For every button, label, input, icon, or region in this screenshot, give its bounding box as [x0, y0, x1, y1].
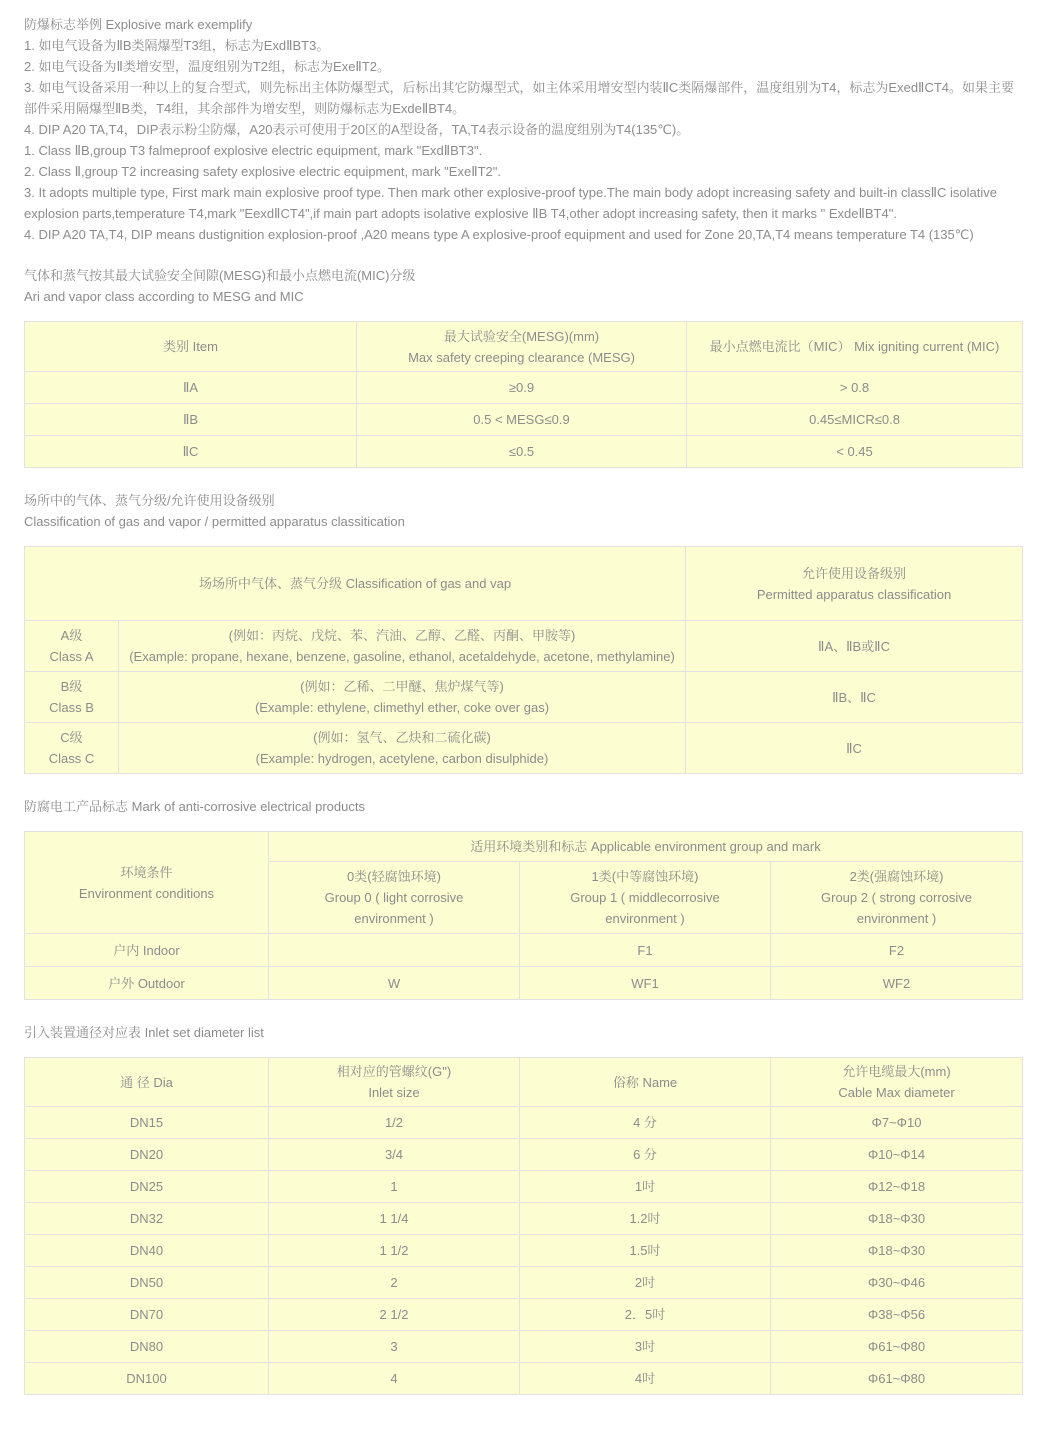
- explosive-mark-title: 防爆标志举例 Explosive mark exemplify: [24, 17, 253, 32]
- text-line: 1. 如电气设备为ⅡB类隔爆型T3组，标志为ExdⅡBT3。: [24, 38, 330, 53]
- classification-table-body: [25, 621, 1023, 774]
- text-line: 3. It adopts multiple type, First mark main explosive proof type. Then mark other explosive-proof type.The main body adopt increasing safety and built-in classⅡC isolative explosion parts,temperature T4,mark "EexdⅡCT4",if main part adopts isolative explosive ⅡB T4,other adopt increasing safety, then it marks " ExdeⅡBT4".: [24, 185, 997, 221]
- table-cell: 1.2吋: [520, 1203, 771, 1235]
- table-cell: < 0.45: [687, 436, 1023, 468]
- table-row: [25, 404, 1023, 436]
- table-row: [25, 934, 1023, 967]
- table-cell: ⅡC: [25, 436, 357, 468]
- table-row: [25, 723, 1023, 774]
- classification-heading-zh: 场所中的气体、蒸气分级/允许使用设备级别: [24, 493, 275, 508]
- table-cell: 0.45≤MICR≤0.8: [687, 404, 1023, 436]
- table-cell: 1/2: [269, 1107, 520, 1139]
- text-line: 2. Class Ⅱ,group T2 increasing safety explosive electric equipment, mark "ExeⅡT2".: [24, 164, 501, 179]
- table-cell: 2．5吋: [520, 1299, 771, 1331]
- table-row: [25, 1299, 1023, 1331]
- table-row: [25, 1139, 1023, 1171]
- table-cell: DN20: [25, 1139, 269, 1171]
- table-cell: A级 Class A: [25, 621, 119, 672]
- corrosive-section: [24, 796, 1022, 1000]
- table-cell: Φ7~Φ10: [771, 1107, 1023, 1139]
- table-cell: Φ30~Φ46: [771, 1267, 1023, 1299]
- table-cell: Φ12~Φ18: [771, 1171, 1023, 1203]
- classification-heading-en: Classification of gas and vapor / permitted apparatus classitication: [24, 514, 405, 529]
- table-cell: W: [269, 967, 520, 1000]
- inlet-heading-text: 引入装置通径对应表 Inlet set diameter list: [24, 1025, 264, 1040]
- table-cell: 6 分: [520, 1139, 771, 1171]
- table-row: [25, 1235, 1023, 1267]
- table-cell: ⅡC: [686, 723, 1023, 774]
- table-cell: DN80: [25, 1331, 269, 1363]
- column-header-cable-max: 允许电缆最大(mm) Cable Max diameter: [771, 1058, 1023, 1107]
- classification-section: [24, 490, 1022, 774]
- table-cell: 3: [269, 1331, 520, 1363]
- table-cell: 1.5吋: [520, 1235, 771, 1267]
- table-cell: 1吋: [520, 1171, 771, 1203]
- table-cell: 2 1/2: [269, 1299, 520, 1331]
- table-row: [25, 1331, 1023, 1363]
- table-cell: 2吋: [520, 1267, 771, 1299]
- table-cell: 3/4: [269, 1139, 520, 1171]
- corrosive-table: [24, 831, 1023, 1000]
- table-row: [25, 1203, 1023, 1235]
- column-header-item: 类别 Item: [25, 322, 357, 372]
- mesg-section: [24, 265, 1022, 468]
- table-cell: ⅡB、ⅡC: [686, 672, 1023, 723]
- table-cell: ⅡA、ⅡB或ⅡC: [686, 621, 1023, 672]
- table-cell: 1: [269, 1171, 520, 1203]
- table-cell: DN40: [25, 1235, 269, 1267]
- table-cell: (例如：丙烷、戊烷、苯、汽油、乙醇、乙醛、丙酮、甲胺等) (Example: propane, hexane, benzene, gasoline, ethanol, acetaldehyde, acetone, methylamine): [119, 621, 686, 672]
- table-cell: 4 分: [520, 1107, 771, 1139]
- table-cell: DN25: [25, 1171, 269, 1203]
- column-header-group0: 0类(轻腐蚀环境) Group 0 ( light corrosive environment ): [269, 862, 520, 934]
- header-row: [25, 832, 1023, 862]
- header-row: [25, 547, 1023, 621]
- inlet-table: [24, 1057, 1023, 1395]
- table-cell: 1 1/4: [269, 1203, 520, 1235]
- classification-table: [24, 546, 1023, 774]
- inlet-section: [24, 1022, 1022, 1395]
- table-cell: 2: [269, 1267, 520, 1299]
- text-line: 4. DIP A20 TA,T4, DIP means dustignition explosion-proof ,A20 means type A explosive-proof equipment and used for Zone 20,TA,T4 means temperature T4 (135℃): [24, 227, 974, 242]
- table-row: [25, 967, 1023, 1000]
- table-cell: F2: [771, 934, 1023, 967]
- table-cell: 3吋: [520, 1331, 771, 1363]
- corrosive-heading: [24, 796, 1022, 817]
- table-cell: Φ18~Φ30: [771, 1235, 1023, 1267]
- column-header-dia: 通 径 Dia: [25, 1058, 269, 1107]
- table-cell: > 0.8: [687, 372, 1023, 404]
- table-row: [25, 372, 1023, 404]
- table-row: [25, 1267, 1023, 1299]
- text-line: 2. 如电气设备为Ⅱ类增安型，温度组别为T2组，标志为ExeⅡT2。: [24, 59, 390, 74]
- classification-heading: [24, 490, 1022, 532]
- column-header-name: 俗称 Name: [520, 1058, 771, 1107]
- column-header-gas-classification: 场场所中气体、蒸气分级 Classification of gas and vap: [25, 547, 686, 621]
- column-header-environment: 环境条件 Environment conditions: [25, 832, 269, 934]
- corrosive-heading-text: 防腐电工产品标志 Mark of anti-corrosive electrical products: [24, 799, 365, 814]
- header-row: [25, 322, 1023, 372]
- corrosive-table-body: [25, 934, 1023, 1000]
- table-cell: [269, 934, 520, 967]
- column-header-applicable-environment: 适用环境类别和标志 Applicable environment group and mark: [269, 832, 1023, 862]
- table-cell: ⅡB: [25, 404, 357, 436]
- table-cell: DN50: [25, 1267, 269, 1299]
- inlet-heading: [24, 1022, 1022, 1043]
- table-cell: 户内 Indoor: [25, 934, 269, 967]
- inlet-table-body: [25, 1107, 1023, 1395]
- table-cell: Φ61~Φ80: [771, 1363, 1023, 1395]
- table-row: [25, 672, 1023, 723]
- table-cell: 4吋: [520, 1363, 771, 1395]
- table-row: [25, 1363, 1023, 1395]
- table-cell: Φ18~Φ30: [771, 1203, 1023, 1235]
- explosive-mark-lines: [24, 35, 1022, 245]
- table-cell: F1: [520, 934, 771, 967]
- explosive-mark-section: [24, 14, 1022, 245]
- table-cell: 1 1/2: [269, 1235, 520, 1267]
- column-header-mic: 最小点燃电流比（MIC） Mix igniting current (MIC): [687, 322, 1023, 372]
- mesg-heading: [24, 265, 1022, 307]
- text-line: 1. Class ⅡB,group T3 falmeproof explosive electric equipment, mark "ExdⅡBT3".: [24, 143, 483, 158]
- table-cell: (例如：乙稀、二甲醚、焦炉煤气等) (Example: ethylene, climethyl ether, coke over gas): [119, 672, 686, 723]
- table-cell: (例如：氢气、乙炔和二硫化碳) (Example: hydrogen, acetylene, carbon disulphide): [119, 723, 686, 774]
- column-header-group1: 1类(中等腐蚀环境) Group 1 ( middlecorrosive environment ): [520, 862, 771, 934]
- table-cell: Φ38~Φ56: [771, 1299, 1023, 1331]
- column-header-mesg: 最大试验安全(MESG)(mm) Max safety creeping clearance (MESG): [357, 322, 687, 372]
- table-cell: WF1: [520, 967, 771, 1000]
- table-cell: ⅡA: [25, 372, 357, 404]
- mesg-heading-en: Ari and vapor class according to MESG and MIC: [24, 289, 304, 304]
- table-cell: DN15: [25, 1107, 269, 1139]
- table-cell: ≤0.5: [357, 436, 687, 468]
- table-row: [25, 1171, 1023, 1203]
- table-row: [25, 1107, 1023, 1139]
- table-cell: DN32: [25, 1203, 269, 1235]
- table-cell: DN100: [25, 1363, 269, 1395]
- table-cell: Φ10~Φ14: [771, 1139, 1023, 1171]
- table-cell: 户外 Outdoor: [25, 967, 269, 1000]
- mesg-table-body: [25, 372, 1023, 468]
- table-cell: B级 Class B: [25, 672, 119, 723]
- table-cell: Φ61~Φ80: [771, 1331, 1023, 1363]
- mesg-heading-zh: 气体和蒸气按其最大试验安全间隙(MESG)和最小点燃电流(MIC)分级: [24, 268, 416, 283]
- table-row: [25, 621, 1023, 672]
- header-row: [25, 1058, 1023, 1107]
- text-line: 4. DIP A20 TA,T4，DIP表示粉尘防爆，A20表示可使用于20区的A型设备，TA,T4表示设备的温度组别为T4(135℃)。: [24, 122, 690, 137]
- text-line: 3. 如电气设备采用一种以上的复合型式，则先标出主体防爆型式，后标出其它防爆型式，如主体采用增安型内装ⅡC类隔爆部件，温度组别为T4，标志为ExedⅡCT4。如果主要部件采用隔爆型ⅡB类，T4组，其余部件为增安型，则防爆标志为ExdeⅡBT4。: [24, 80, 1015, 116]
- table-cell: C级 Class C: [25, 723, 119, 774]
- table-cell: 0.5 < MESG≤0.9: [357, 404, 687, 436]
- table-cell: DN70: [25, 1299, 269, 1331]
- table-row: [25, 436, 1023, 468]
- mesg-table: [24, 321, 1023, 468]
- column-header-permitted-apparatus: 允许使用设备级别 Permitted apparatus classification: [686, 547, 1023, 621]
- column-header-inlet-size: 相对应的管螺纹(G") Inlet size: [269, 1058, 520, 1107]
- table-cell: 4: [269, 1363, 520, 1395]
- table-cell: WF2: [771, 967, 1023, 1000]
- table-cell: ≥0.9: [357, 372, 687, 404]
- column-header-group2: 2类(强腐蚀环境) Group 2 ( strong corrosive environment ): [771, 862, 1023, 934]
